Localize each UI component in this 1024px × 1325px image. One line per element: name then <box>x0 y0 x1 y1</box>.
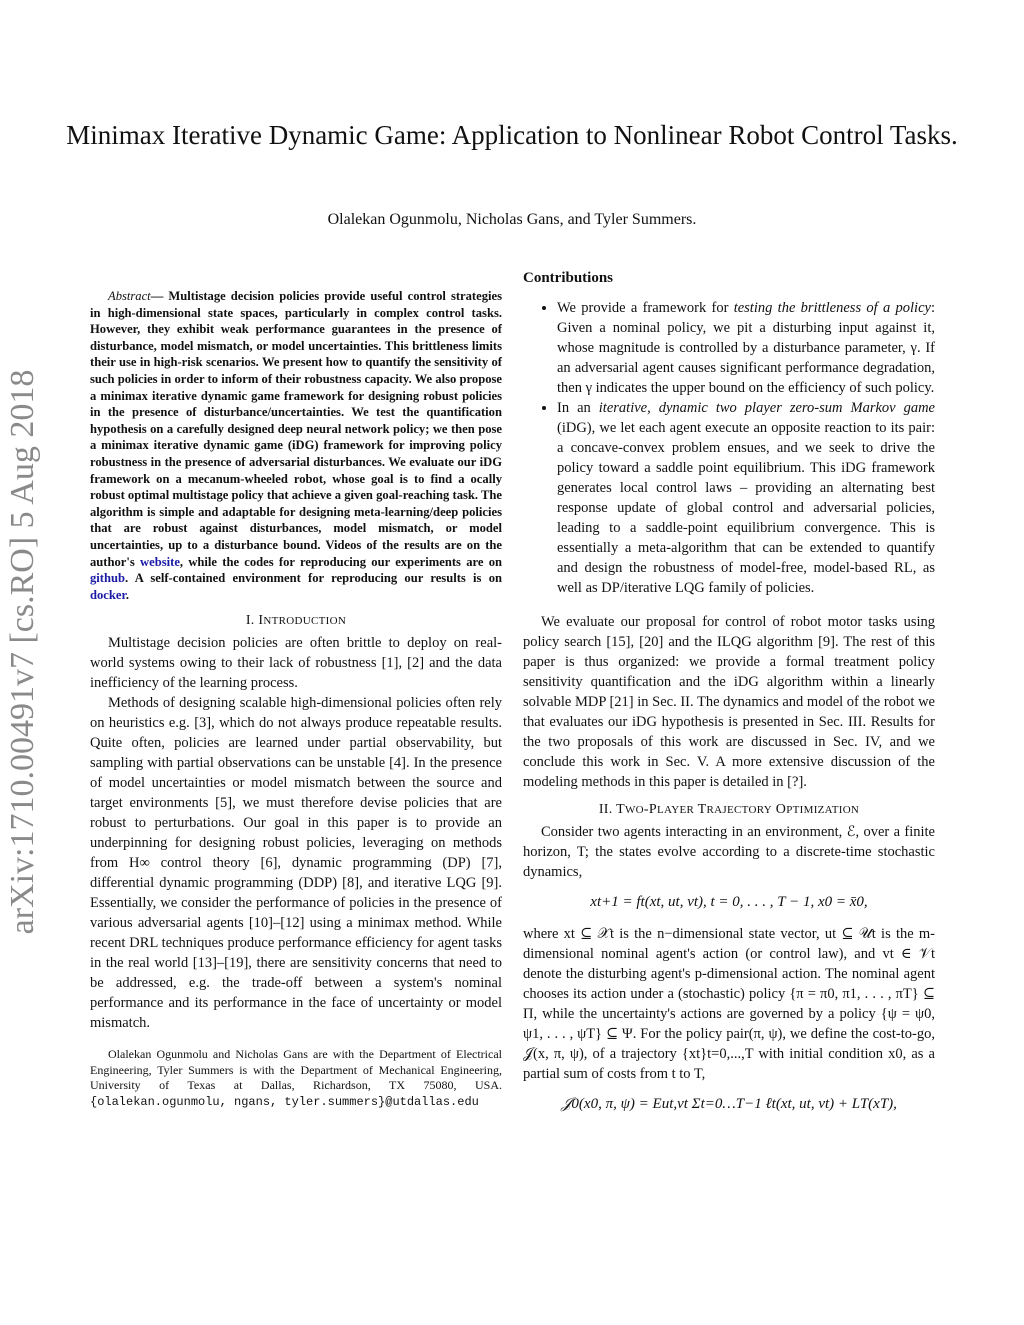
cost-to-go-equation: 𝒥0(x0, π, ψ) = Eut,vt Σt=0…T−1 ℓt(xt, ut, vt) + LT(xT), <box>561 1096 897 1112</box>
website-link[interactable]: website <box>140 554 180 569</box>
title-part: PTIMIZATION <box>786 804 860 816</box>
author-emails: {olalekan.ogunmolu, ngans, tyler.summers}@utdallas.edu <box>90 1094 479 1109</box>
abstract-text: — Multistage decision policies provide useful control strategies in high-dimensional state spaces, particularly in complex control tasks. However, they exhibit weak performance guarantees in the presence of disturbance, model mismatch, or model uncertainties. This brittleness limits their use in high-risk scenarios. We present how to quantify the sensitivity of such policies in order to inform of their robustness capacity. We also propose a minimax iterative dynamic game framework for designing robust policies in the presence of disturbance/uncertainties. We test the quantification hypothesis on a carefully designed deep neural network policy; we then pose a minimax iterative dynamic game (iDG) framework for improving policy robustness in the presence of adversarial disturbances. We evaluate our iDG framework on a mecanum-wheeled robot, whose goal is to find a ocally robust optimal multistage policy that achieve a given goal-reaching task. The algorithm is simple and adaptable for designing meta-learning/deep policies that are robust against disturbances, model mismatch, or model uncertainties, up to a disturbance bound. Videos of the results are on the author's <box>90 289 502 569</box>
section-heading-introduction <box>90 611 502 631</box>
contributions-list <box>523 298 935 598</box>
list-item <box>557 298 935 398</box>
bullet-text: (iDG), we let each agent execute an opposite reaction to its pair: a concave-convex problem ensues, and we seek to drive the policy toward a saddle point equilibrium. This iDG framework generates local control laws – providing an alternating best response update of global control and adversarial policies, leading to a saddle-point equilibrium convergence. This is essentially a meta-algorithm that can be extended to quantify and design the robustness of model-free, model-based RL, as well as DP/iterative LQG family of policies. <box>557 420 935 596</box>
title-part: -P <box>643 802 657 817</box>
paper-title: Minimax Iterative Dynamic Game: Application to Nonlinear Robot Control Tasks. <box>66 120 958 150</box>
arxiv-stamp-text: arXiv:1710.00491v7 [cs.RO] 5 Aug 2018 <box>4 369 41 935</box>
abstract-text-3: . A self-contained environment for reproducing our results is on <box>125 571 502 586</box>
section-title-rest: NTRODUCTION <box>263 615 347 628</box>
right-column <box>523 268 935 1126</box>
section-heading-two-player <box>523 800 935 820</box>
evaluation-paragraph: We evaluate our proposal for control of robot motor tasks using policy search [15], [20] and the ILQG algorithm [9]. The rest of this paper is thus organized: we provide a formal treatment policy sensitivity quantification and the iDG algorithm within a linearly solvable MDP [21] in Sec. II. The dynamics and model of the robot we that evaluates our iDG hypothesis is presented in Sec. III. Results for the two proposals of this work are discussed in Sec. IV, and we conclude this work in Sec. V. A more extensive discussion of the modeling methods in this paper is detailed in [?]. <box>523 614 935 790</box>
list-item <box>557 398 935 598</box>
bullet-text: : Given a nominal policy, we pit a disturbing input against it, whose magnitude is controlled by a disturbance parameter, γ. If an adversarial agent causes significant performance degradation, then γ indicates the upper bound on the efficiency of such policy. <box>557 300 935 396</box>
arxiv-stamp <box>6 350 40 955</box>
section-title-initial: I <box>258 613 264 629</box>
title-part: RAJECTORY <box>706 804 772 816</box>
abstract-text-2: , while the codes for reproducing our experiments are on <box>179 554 503 569</box>
section2-paragraph-1: Consider two agents interacting in an environment, ℰ, over a finite horizon, T; the states evolve according to a discrete-time stochastic dynamics, <box>523 824 935 880</box>
section-number: II. <box>598 802 613 817</box>
left-column <box>90 288 502 1110</box>
bullet-text: We provide a framework for <box>557 300 734 316</box>
title-part: LAYER <box>656 804 695 816</box>
abstract <box>90 288 502 603</box>
title-part: WO <box>624 804 644 816</box>
bullet-emphasis: testing the brittleness of a policy <box>733 300 931 316</box>
section2-paragraph-2: where xt ⊆ 𝒳t is the n−dimensional state vector, ut ⊆ 𝒰t is the m-dimensional nominal agent's action (or control law), and vt ∈ 𝒱t denote the disturbing agent's p-dimensional action. The nominal agent chooses its action under a (stochastic) policy {π = π0, π1, . . . , πT} ⊆ Π, while the uncertainty's actions are governed by a policy {ψ = ψ0, ψ1, . . . , ψT} ⊆ Ψ. For the policy pair(π, ψ), we define the cost-to-go, 𝒥(x, π, ψ), of a trajectory {xt}t=0,...,T with initial condition x0, as a partial sum of costs from t to T, <box>523 926 935 1082</box>
affiliation-footnote <box>90 1047 502 1110</box>
intro-paragraph-1: Multistage decision policies are often brittle to deploy on real-world systems owing to their lack of robustness [1], [2] and the data inefficiency of the learning process. <box>90 635 502 692</box>
contributions-heading: Contributions <box>523 270 614 286</box>
github-link[interactable]: github <box>90 571 126 586</box>
title-part: O <box>772 802 787 817</box>
dynamics-equation: xt+1 = ft(xt, ut, vt), t = 0, . . . , T − 1, x0 = x̄0, <box>590 894 868 910</box>
docker-link[interactable]: docker <box>90 587 126 602</box>
bullet-emphasis: iterative, dynamic two player zero-sum Markov game <box>598 400 935 416</box>
footnote-text: Olalekan Ogunmolu and Nicholas Gans are with the Department of Electrical Engineering, Tyler Summers is with the Department of Mechanical Engineering, University of Texas at Dallas, Richardson, TX 75080, USA. <box>90 1047 502 1093</box>
bullet-text: In an <box>557 400 599 416</box>
section-number: I. <box>245 613 255 629</box>
intro-paragraph-2: Methods of designing scalable high-dimensional policies often rely on heuristics e.g. [3], which do not always produce repeatable results. Quite often, policies are learned under partial observability, but sampling with partial observations can be unstable [4]. In the presence of model uncertainties or model mismatch between the source and target environments [5], we must therefore devise policies that are robust to perturbations. Our goal in this paper is to provide an underpinning for designing robust policies, leveraging on methods from H∞ control theory [6], dynamic programming (DP) [7], differential dynamic programming (DDP) [8], and iterative LQG [9]. Essentially, we consider the performance of policies in the presence of various adversarial agents [10]–[12] using a minimax method. While recent DRL techniques produce performance efficiency for agent tasks in the real world [13]–[19], there are sensitivity concerns that need to be addressed, e.g. the trade-off between a system's nominal performance and its performance in the face of uncertainty or model mismatch. <box>90 695 502 1032</box>
abstract-label: Abstract <box>108 289 151 303</box>
author-list: Olalekan Ogunmolu, Nicholas Gans, and Tyler Summers. <box>327 211 697 228</box>
abstract-text-4: . <box>125 587 130 602</box>
title-part: T <box>694 802 707 817</box>
title-part: T <box>616 802 625 817</box>
